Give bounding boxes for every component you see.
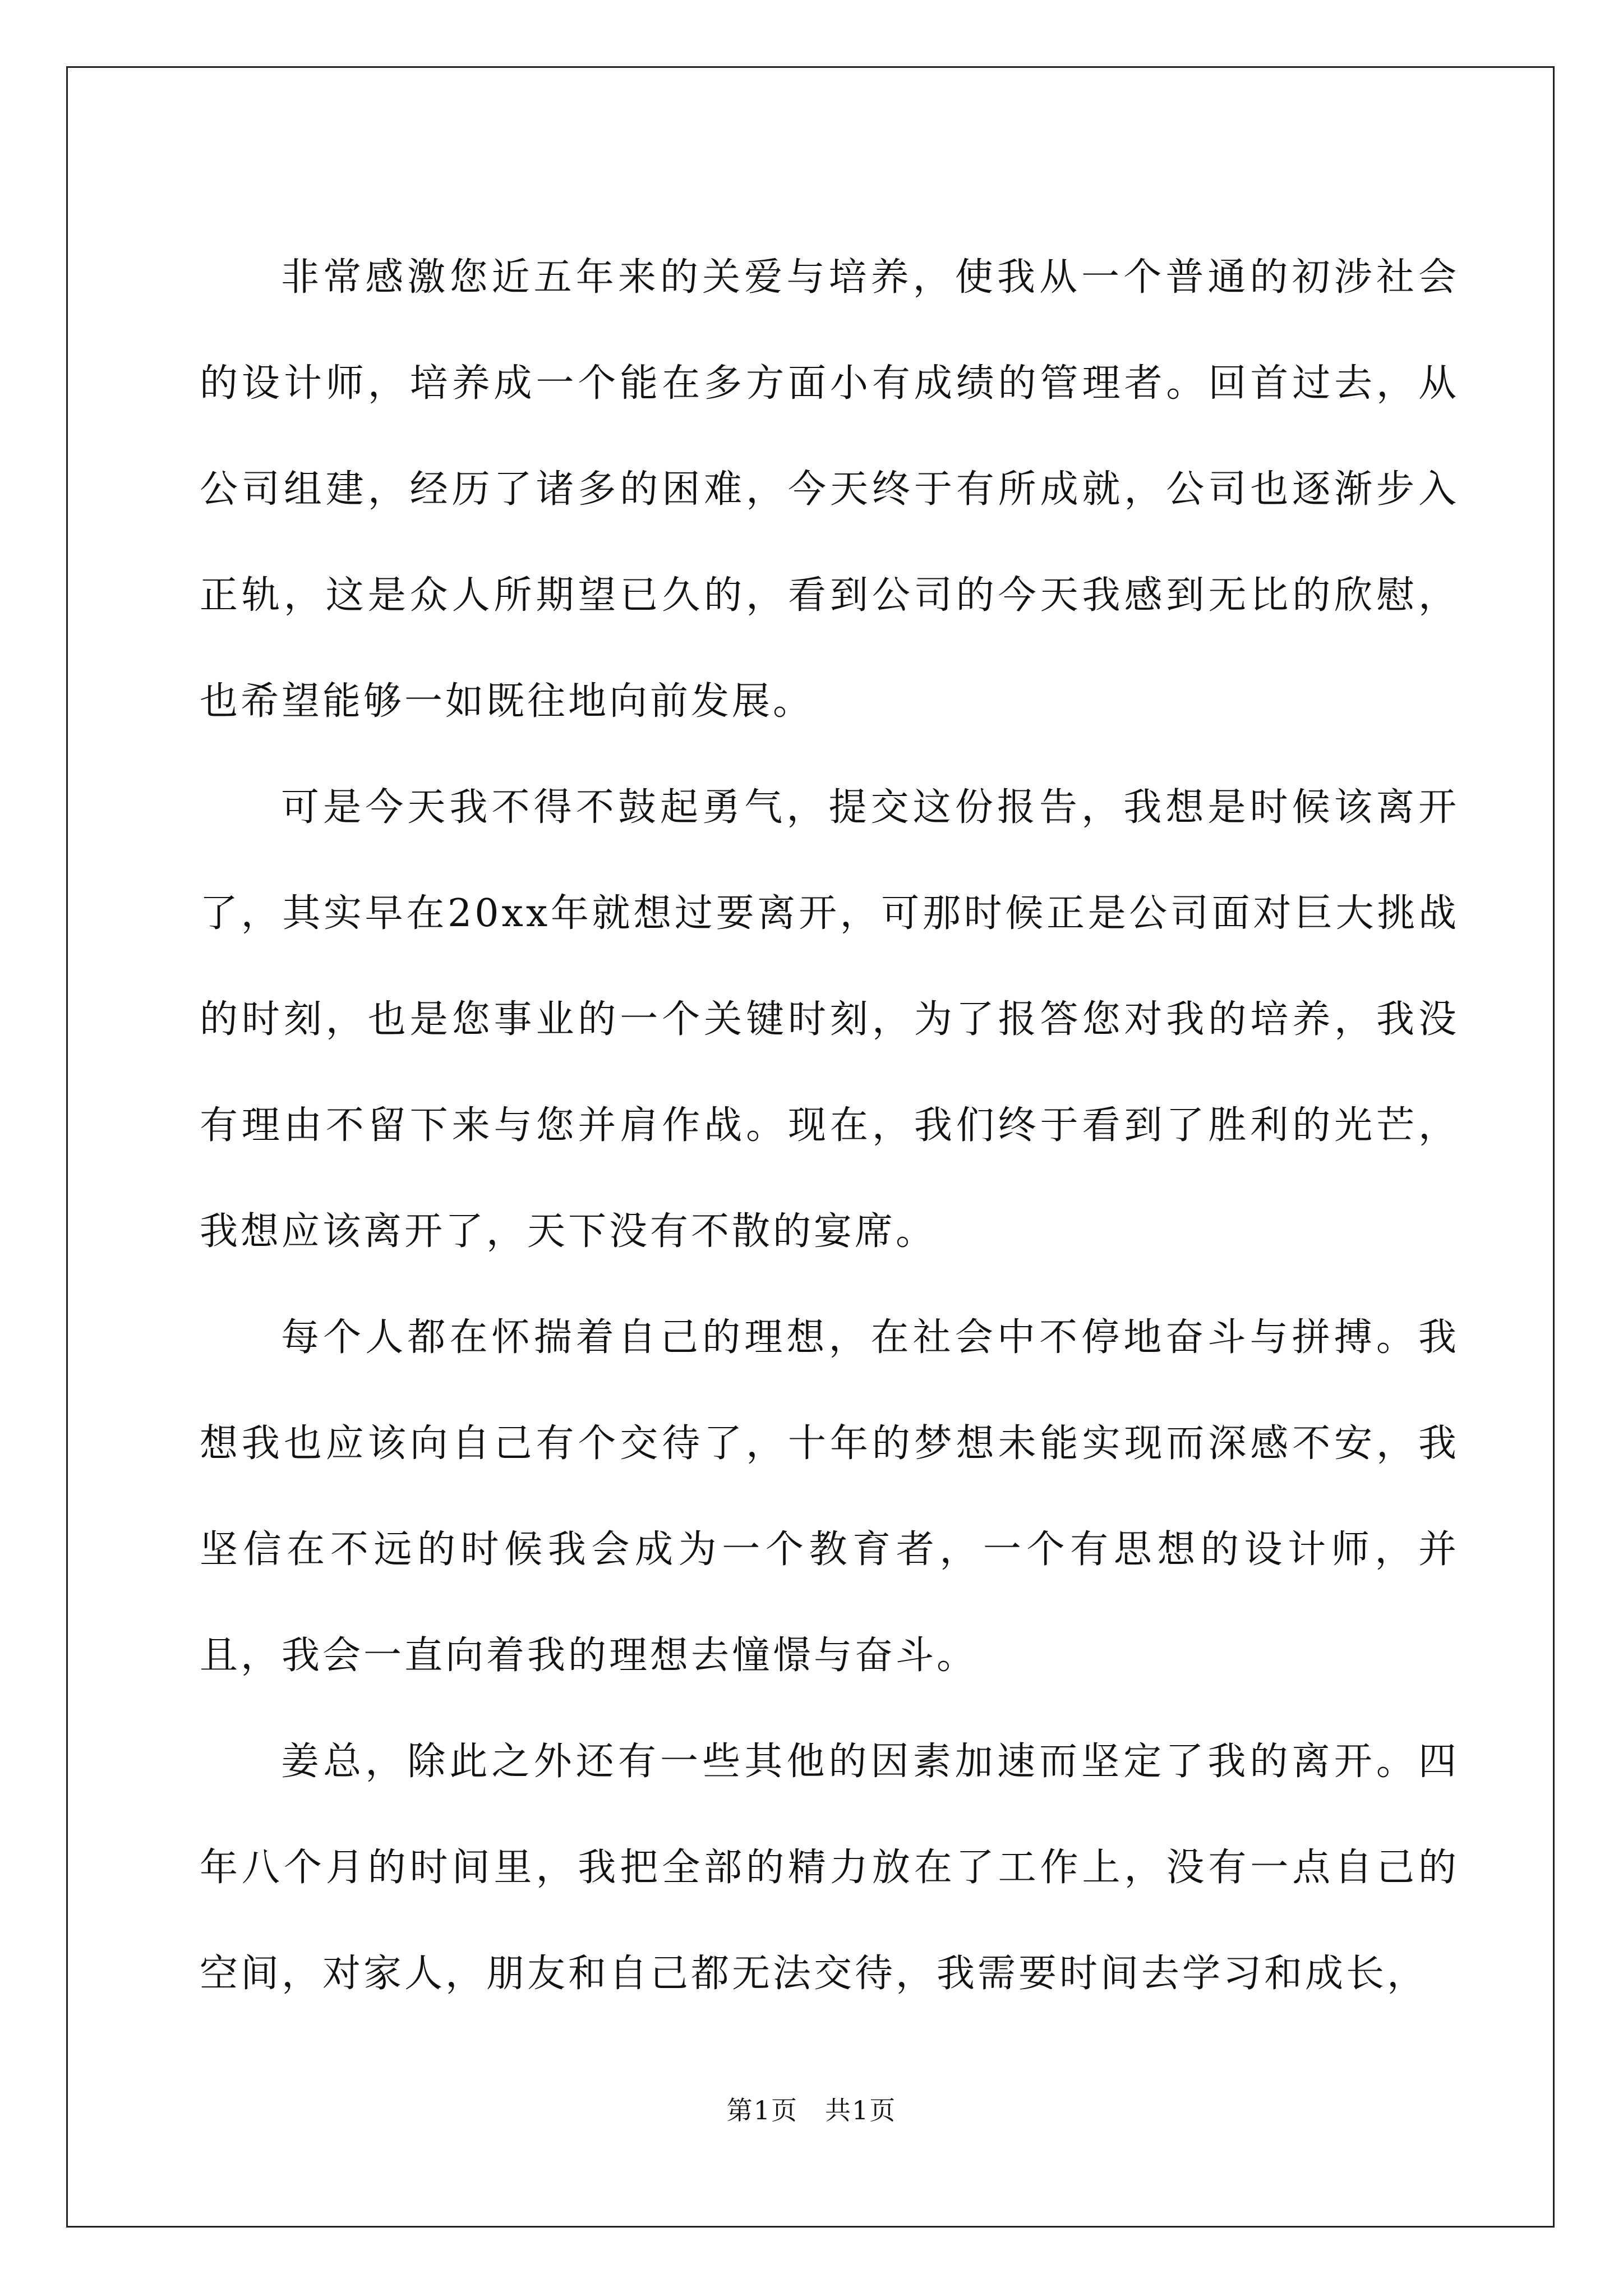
page-footer bbox=[0, 2093, 1623, 2127]
page-number-total: 共1页 bbox=[825, 2095, 897, 2125]
paragraph-2: 可是今天我不得不鼓起勇气，提交这份报告，我想是时候该离开了，其实早在20xx年就想过要离开，可那时候正是公司面对巨大挑战的时刻，也是您事业的一个关键时刻，为了报答您对我的培养，我没有理由不留下来与您并肩作战。现在，我们终于看到了胜利的光芒，我想应该离开了，天下没有不散的宴席。 bbox=[200, 785, 1459, 1254]
paragraph-4: 姜总，除此之外还有一些其他的因素加速而坚定了我的离开。四年八个月的时间里，我把全部的精力放在了工作上，没有一点自己的空间，对家人，朋友和自己都无法交待，我需要时间去学习和成长， bbox=[200, 1740, 1459, 1996]
paragraph-1: 非常感激您近五年来的关爱与培养，使我从一个普通的初涉社会的设计师，培养成一个能在多方面小有成绩的管理者。回首过去，从公司组建，经历了诸多的困难，今天终于有所成就，公司也逐渐步入正轨，这是众人所期望已久的，看到公司的今天我感到无比的欣慰，也希望能够一如既往地向前发展。 bbox=[200, 255, 1459, 724]
paragraph-3: 每个人都在怀揣着自己的理想，在社会中不停地奋斗与拼搏。我想我也应该向自己有个交待了，十年的梦想未能实现而深感不安，我坚信在不远的时候我会成为一个教育者，一个有思想的设计师，并且，我会一直向着我的理想去憧憬与奋斗。 bbox=[200, 1315, 1459, 1678]
document-body bbox=[200, 224, 1459, 2027]
page-number-current: 第1页 bbox=[726, 2095, 798, 2125]
